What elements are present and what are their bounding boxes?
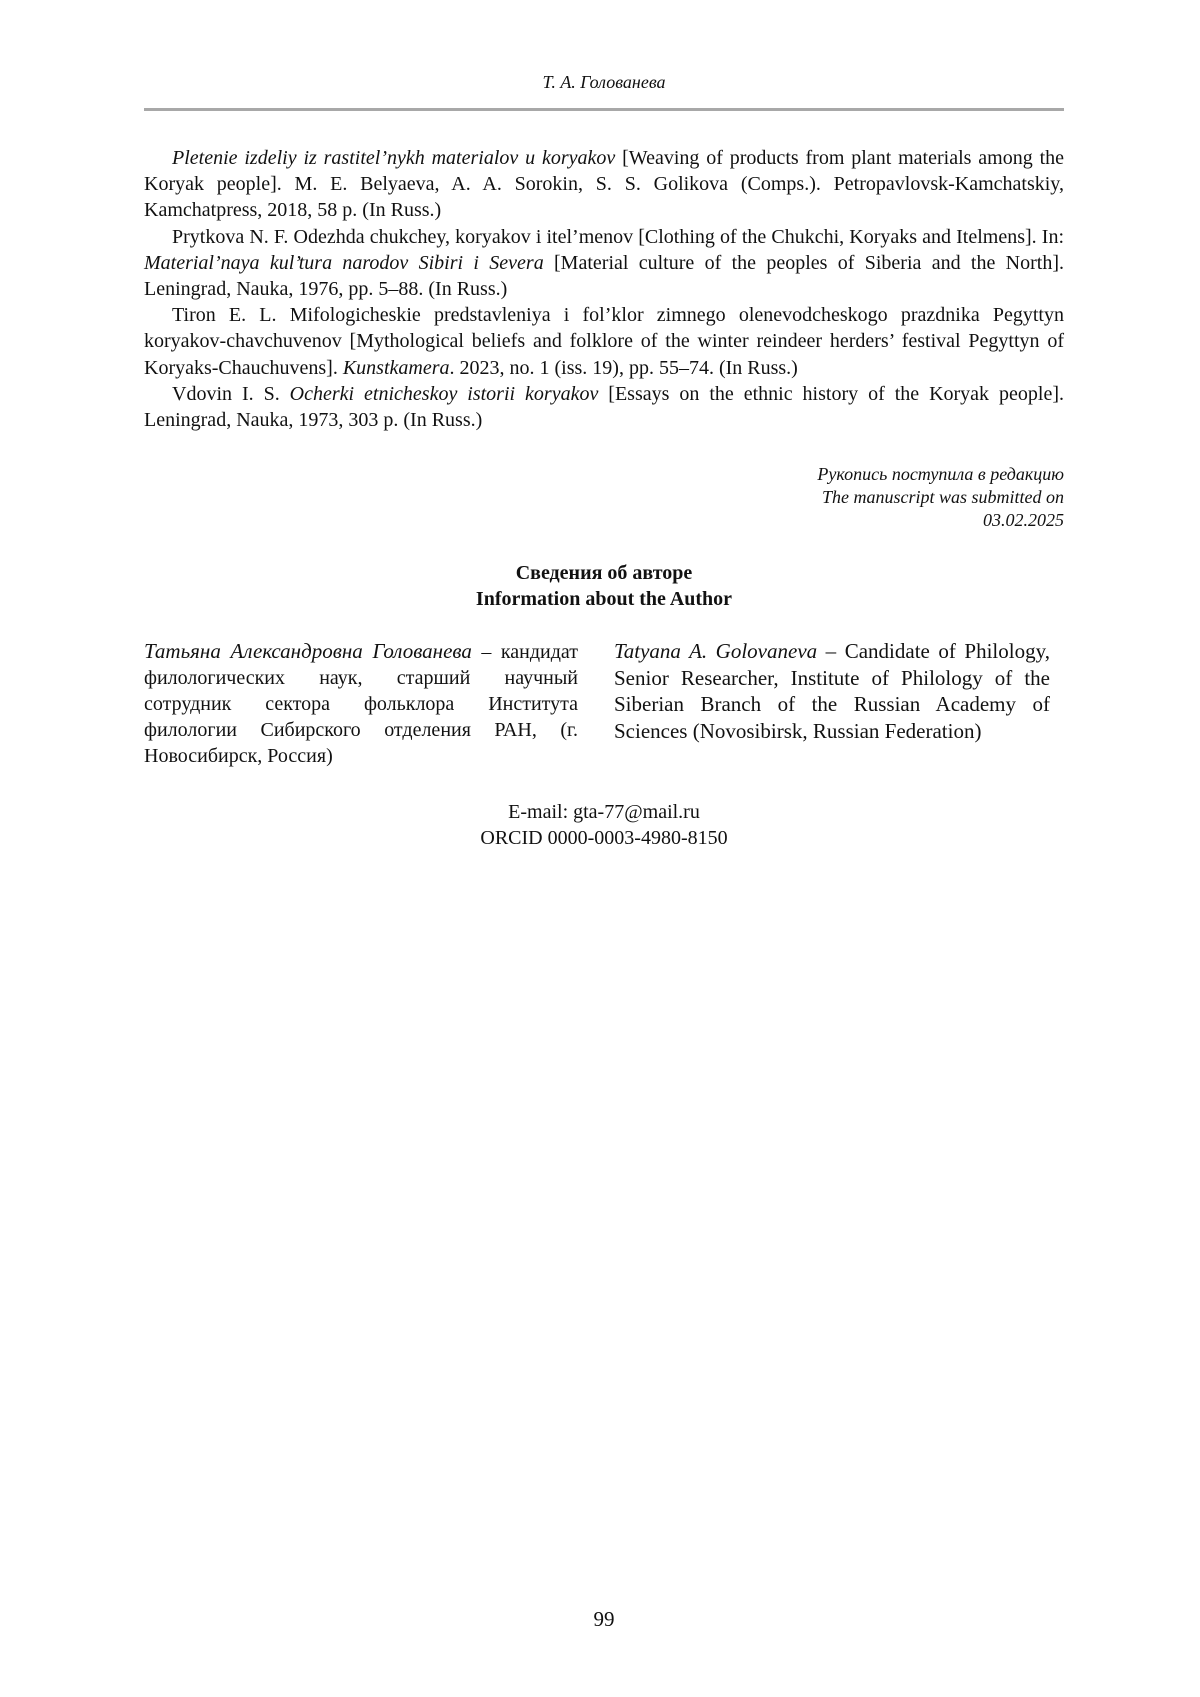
reference-title: Pletenie izdeliy iz rastitel’nykh materialov u koryakov bbox=[172, 147, 616, 169]
reference-list bbox=[144, 145, 1064, 433]
reference-item bbox=[144, 145, 1064, 224]
reference-text: Tiron E. L. Mifologicheskie predstavleniya i fol’klor zimnego olenevodcheskogo prazdnika Pegyttyn koryakov-chavchuvenov [Mythological beliefs and folklore of the winter reindeer herders’ festival Pegyttyn of Koryaks-Chauchuvens]. bbox=[144, 304, 1064, 379]
author-contacts bbox=[144, 799, 1064, 851]
reference-text: Prytkova N. F. Odezhda chukchey, koryakov i itel’menov [Clothing of the Chukchi, Koryaks and Itelmens]. In: bbox=[172, 225, 1064, 248]
received-note bbox=[664, 463, 1064, 532]
author-description-ru: – кандидат филологических наук, старший научный сотрудник сектора фольклора Института филологии Сибирского отделения РАН, (г. Новосибирск, Россия) bbox=[144, 641, 578, 767]
received-en: The manuscript was submitted on bbox=[821, 487, 1064, 507]
running-header: Т. А. Голованева bbox=[542, 72, 666, 92]
author-info-ru bbox=[144, 638, 578, 769]
reference-text: . 2023, no. 1 (iss. 19), pp. 55–74. (In Russ.) bbox=[449, 356, 798, 379]
author-description-en: – Candidate of Philology, Senior Researcher, Institute of Philology of the Siberian Branch of the Russian Academy of Sciences (Novosibirsk, Russian Federation) bbox=[614, 639, 1050, 743]
author-section-heading bbox=[144, 560, 1064, 612]
reference-text: [Material culture of the peoples of Siberia and the North]. Leningrad, Nauka, 1976, pp. 5–88. (In Russ.) bbox=[144, 251, 1064, 301]
reference-title: Ocherki etnicheskoy istorii koryakov bbox=[289, 382, 599, 405]
received-ru: Рукопись поступила в редакцию bbox=[817, 464, 1064, 484]
reference-item bbox=[144, 381, 1064, 433]
reference-text: Vdovin I. S. bbox=[172, 382, 290, 405]
reference-item bbox=[144, 302, 1064, 381]
reference-text: [Essays on the ethnic history of the Koryak people]. Leningrad, Nauka, 1973, 303 p. (In Russ.) bbox=[144, 382, 1064, 432]
author-name-ru: Татьяна Александровна Голованева bbox=[144, 639, 472, 663]
reference-title: Material’naya kul’tura narodov Sibiri i Severa bbox=[144, 251, 544, 274]
author-orcid: ORCID 0000-0003-4980-8150 bbox=[480, 827, 728, 849]
reference-title: Kunstkamera bbox=[342, 356, 450, 379]
header-rule bbox=[144, 108, 1064, 111]
author-heading-en: Information about the Author bbox=[475, 588, 733, 610]
author-name-en: Tatyana A. Golovaneva bbox=[614, 639, 818, 663]
reference-text: [Weaving of products from plant materials among the Koryak people]. M. E. Belyaeva, A. A. Sorokin, S. S. Golikova (Comps.). Petropavlovsk-Kamchatskiy, Kamchatpress, 2018, 58 p. (In Russ.) bbox=[144, 147, 1065, 222]
page-number: 99 bbox=[593, 1607, 615, 1631]
author-info-en bbox=[614, 638, 1050, 744]
author-email: E-mail: gta-77@mail.ru bbox=[508, 801, 700, 823]
author-heading-ru: Сведения об авторе bbox=[515, 562, 693, 584]
received-date: 03.02.2025 bbox=[983, 510, 1064, 530]
reference-item bbox=[144, 224, 1064, 303]
